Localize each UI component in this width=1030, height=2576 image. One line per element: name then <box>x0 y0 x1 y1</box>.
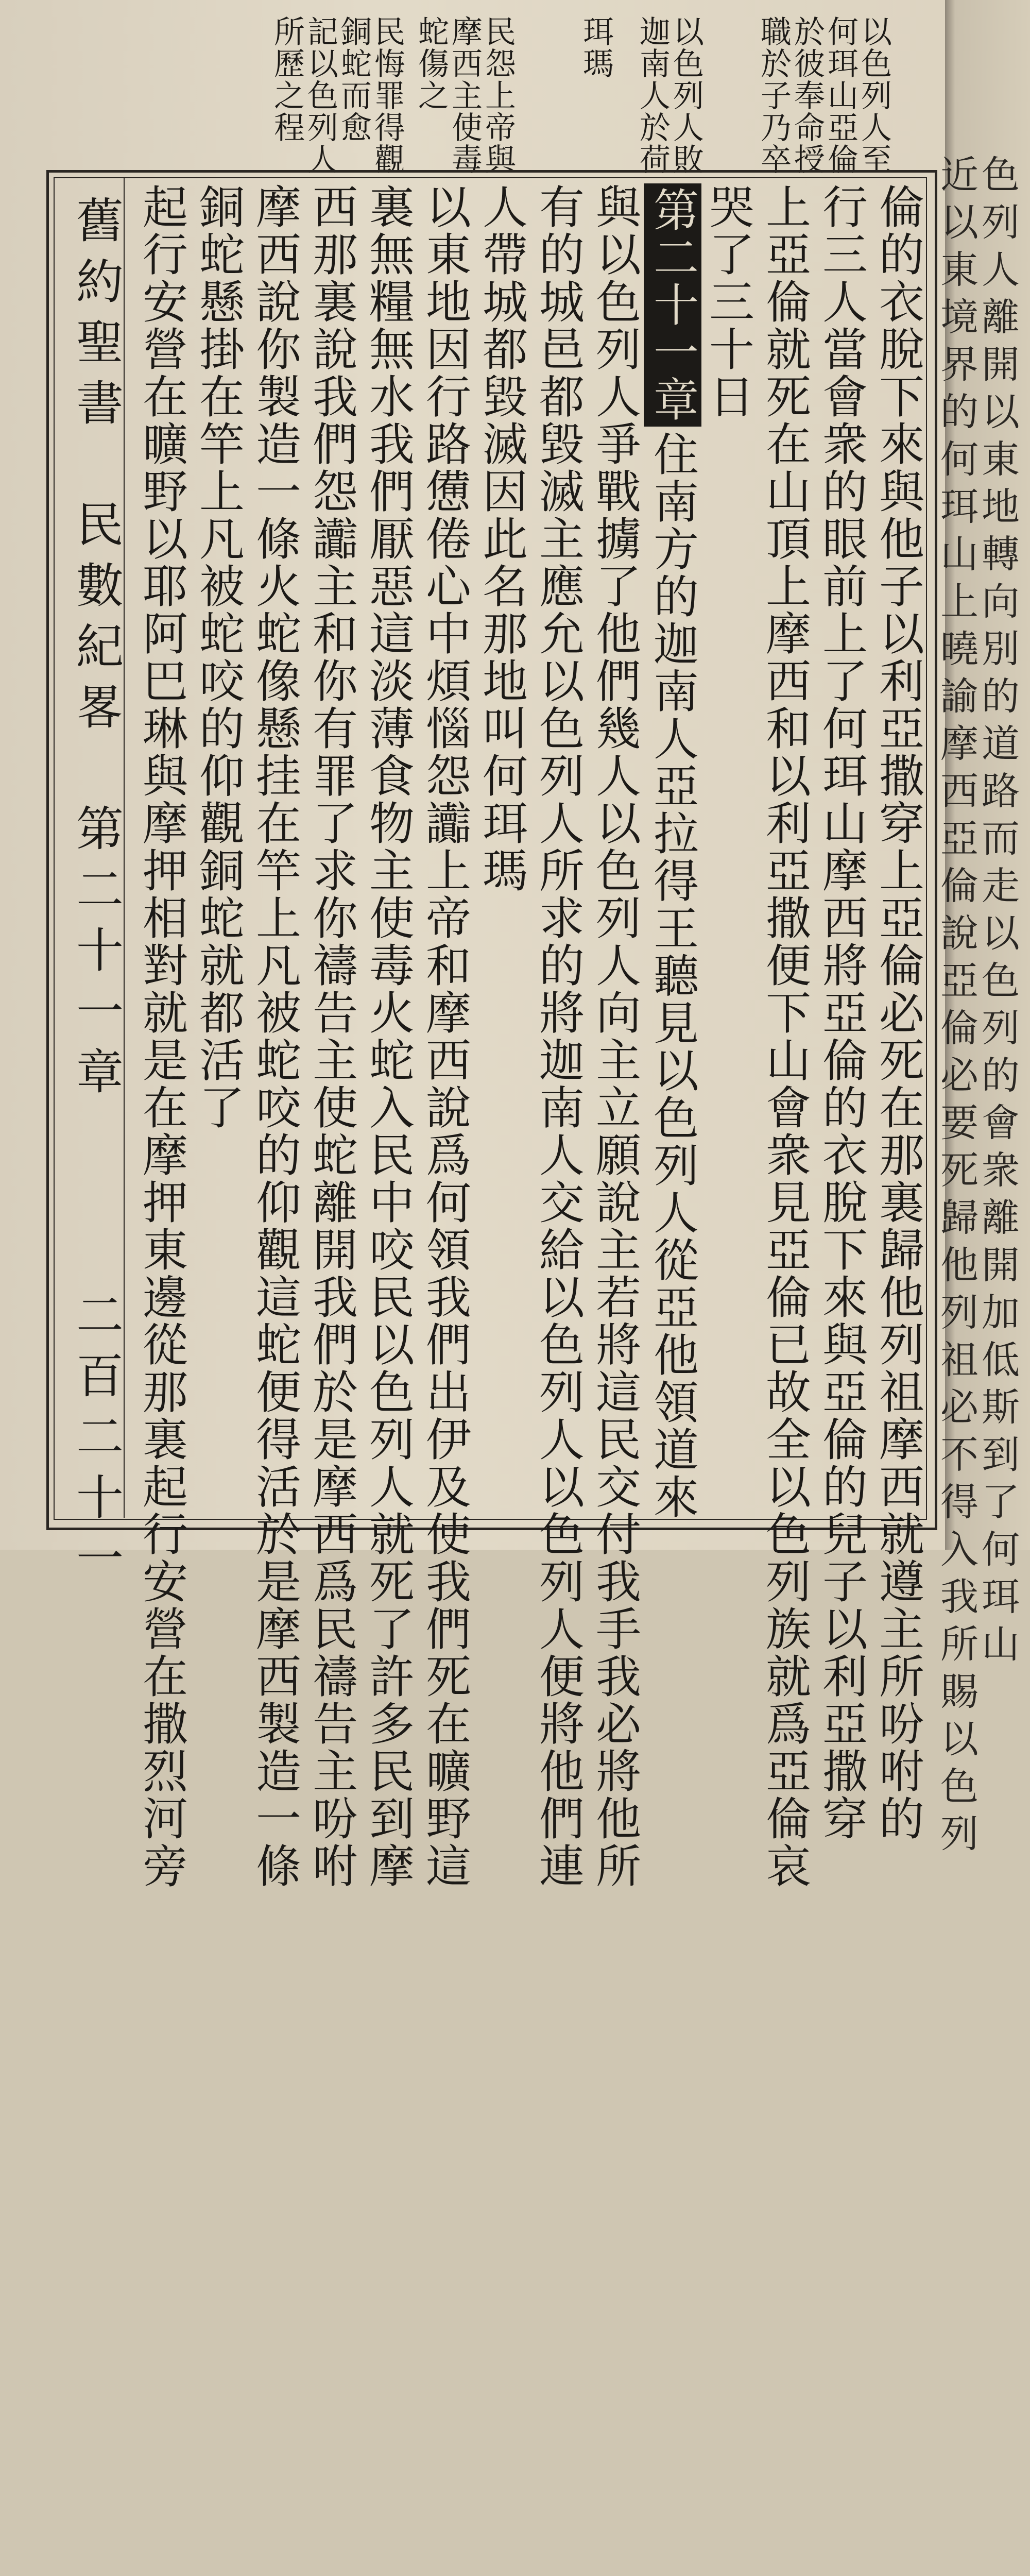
chapter-heading: 第二十一章 <box>644 183 701 427</box>
margin-note: 職於子乃卒 <box>756 15 792 175</box>
margin-note: 以色列人敗 <box>668 15 704 175</box>
margin-note: 民悔罪得觀 <box>369 15 405 175</box>
text-column: 行三人當會衆的眼前上了何珥山摩西將亞倫的衣脫下來與亞倫的兒子以利亞撒穿 <box>815 183 868 1842</box>
margin-note: 記以色列人 <box>302 15 338 175</box>
adjacent-page-column: 色列人離開以東地轉向別的道路而走以色列的會衆離開加低斯到了何珥山 <box>975 155 1020 1671</box>
book-name: 民數紀畧 <box>68 500 124 743</box>
chapter-opening-column <box>644 183 701 1521</box>
text-column: 倫的衣脫下來與他子以利亞撒穿上亞倫必死在那裏歸他列祖摩西就遵主所吩咐的 <box>872 183 925 1842</box>
book-series-title: 舊約聖書 <box>68 196 124 439</box>
text-column: 銅蛇懸掛在竿上凡被蛇咬的仰觀銅蛇就都活了 <box>192 183 245 1131</box>
text-column: 上亞倫就死在山頂上摩西和以利亞撒便下山會衆見亞倫已故全以色列族就爲亞倫哀 <box>759 183 812 1890</box>
margin-note: 迦南人於荷 <box>634 15 671 175</box>
page-footer <box>62 196 130 1594</box>
text-column: 哭了三十日 <box>702 183 755 420</box>
adjacent-page <box>934 0 1030 1861</box>
margin-note: 所歷之程 <box>269 15 305 143</box>
text-column: 起行安營在曠野以耶阿巴琳與摩押相對就是在摩押東邊從那裏起行安營在撒烈河旁 <box>135 183 188 1890</box>
text-column: 西那裏說我們怨讟主和你有罪了求你禱告主使蛇離開我們於是摩西爲民禱告主吩咐 <box>305 183 358 1890</box>
adjacent-page-column: 近以東境界的何珥山上曉諭摩西亞倫說亞倫必要死歸他列祖必不得入我所賜以色列 <box>934 155 978 1861</box>
margin-note: 民怨上帝與 <box>480 15 516 175</box>
margin-note: 於彼奉命授 <box>789 15 825 175</box>
margin-note: 以色列人至 <box>856 15 892 175</box>
chapter-column-text: 住南方的迦南人亞拉得王聽見以色列人從亞他領道來 <box>646 431 699 1521</box>
margin-note: 銅蛇而愈 <box>336 15 372 143</box>
margin-note: 蛇傷之 <box>413 15 449 111</box>
text-column: 摩西說你製造一條火蛇像懸挂在竿上凡被蛇咬的仰觀這蛇便得活於是摩西製造一條 <box>249 183 302 1890</box>
margin-note: 摩西主使毒 <box>447 15 483 175</box>
margin-note: 珥瑪 <box>578 15 614 79</box>
text-column: 裏無糧無水我們厭惡這淡薄食物主使毒火蛇入民中咬民以色列人就死了許多民到摩 <box>362 183 415 1890</box>
text-column: 有的城邑都毀滅主應允以色列人所求的將迦南人交給以色列人以色列人便將他們連 <box>532 183 585 1890</box>
text-column: 以東地因行路憊倦心中煩惱怨讟上帝和摩西說爲何領我們出伊及使我們死在曠野這 <box>419 183 472 1890</box>
margin-note: 何珥山亞倫 <box>822 15 859 175</box>
text-column: 與以色列人爭戰擄了他們幾人以色列人向主立願說主若將這民交付我手我必將他所 <box>589 183 642 1890</box>
chapter-label: 第二十一章 <box>68 804 124 1108</box>
page-number: 二百二十一 <box>68 1290 124 1594</box>
text-column: 人帶城都毀滅因此名那地叫何珥瑪 <box>475 183 528 894</box>
